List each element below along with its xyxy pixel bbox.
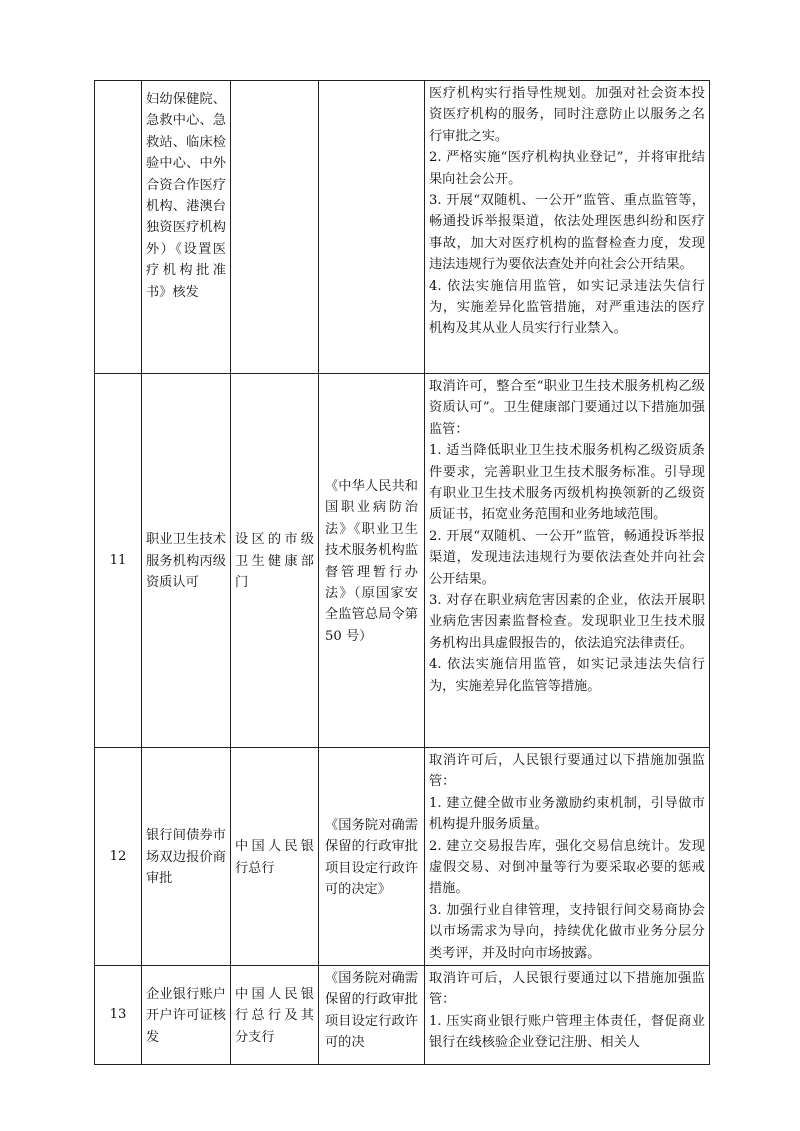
measure-paragraph: 4. 依法实施信用监管，如实记录违法失信行为，实施差异化监管等措施。 xyxy=(429,657,705,694)
item-name: 职业卫生技术服务机构丙级资质认可 xyxy=(142,374,231,748)
measure-paragraph: 1. 适当降低职业卫生技术服务机构乙级资质条件要求，完善职业卫生技术服务标准。引导现有职业卫生技术服务丙级机构换领新的乙级资质证书，拓宽业务范围和业务地域范围。 xyxy=(429,443,705,523)
measure-paragraph: 2. 建立交易报告库，强化交易信息统计。发现虚假交易、对倒冲量等行为要采取必要的惩戒措施。 xyxy=(429,838,705,897)
table-row xyxy=(95,966,710,1065)
implementing-authority: 中国人民银行总行及其分支行 xyxy=(231,966,319,1065)
measure-paragraph: 1. 压实商业银行账户管理主体责任，督促商业银行在线核验企业登记注册、相关人 xyxy=(429,1013,705,1051)
measure-paragraph: 医疗机构实行指导性规划。加强对社会资本投资医疗机构的服务，同时注意防止以服务之名行审批之实。 xyxy=(429,86,705,144)
item-name: 银行间债券市场双边报价商审批 xyxy=(142,748,231,966)
legal-basis: 《中华人民共和国职业病防治法》《职业卫生技术服务机构监督管理暂行办法》（原国家安全监管总局令第 50 号） xyxy=(319,374,425,748)
legal-basis: 《国务院对确需保留的行政审批项目设定行政许可的决定》 xyxy=(319,748,425,966)
legal-basis xyxy=(319,81,425,374)
row-index: 13 xyxy=(95,966,142,1065)
policy-table xyxy=(94,80,710,1065)
measure-paragraph: 2. 开展“双随机、一公开”监管，畅通投诉举报渠道，发现违法违规行为要依法查处并向社会公开结果。 xyxy=(429,528,705,587)
supervision-measures xyxy=(425,374,710,748)
measure-paragraph: 1. 建立健全做市业务激励约束机制，引导做市机构提升服务质量。 xyxy=(429,795,705,833)
supervision-measures xyxy=(425,748,710,966)
supervision-measures xyxy=(425,966,710,1065)
measure-paragraph: 3. 开展“双随机、一公开”监管、重点监管等，畅通投诉举报渠道，依法处理医患纠纷和医疗事故，加大对医疗机构的监督检查力度，发现违法违规行为要依法查处并向社会公开结果。 xyxy=(429,193,705,273)
supervision-measures xyxy=(425,81,710,374)
table-row xyxy=(95,81,710,374)
table-row xyxy=(95,374,710,748)
measure-paragraph: 取消许可后，人民银行要通过以下措施加强监管： xyxy=(429,971,705,1008)
row-index: 11 xyxy=(95,374,142,748)
item-name: 妇幼保健院、急救中心、急救站、临床检验中心、中外合资合作医疗机构、港澳台独资医疗机构外）《设置医疗机构批准书》核发 xyxy=(142,81,231,374)
table-row xyxy=(95,748,710,966)
measure-paragraph: 4. 依法实施信用监管，如实记录违法失信行为，实施差异化监管措施，对严重违法的医疗机构及其从业人员实行行业禁入。 xyxy=(429,278,705,337)
measure-paragraph: 取消许可，整合至“职业卫生技术服务机构乙级资质认可”。卫生健康部门要通过以下措施加强监管： xyxy=(429,379,705,437)
measure-paragraph: 取消许可后，人民银行要通过以下措施加强监管： xyxy=(429,753,705,790)
implementing-authority: 中国人民银行总行 xyxy=(231,748,319,966)
implementing-authority: 设区的市级卫生健康部门 xyxy=(231,374,319,748)
row-index: 12 xyxy=(95,748,142,966)
implementing-authority xyxy=(231,81,319,374)
measure-paragraph: 3. 加强行业自律管理，支持银行间交易商协会以市场需求为导向，持续优化做市业务分层分类考评，并及时向市场披露。 xyxy=(429,902,705,961)
measure-paragraph: 3. 对存在职业病危害因素的企业，依法开展职业病危害因素监督检查。发现职业卫生技术服务机构出具虚假报告的，依法追究法律责任。 xyxy=(429,593,705,651)
measure-paragraph: 2. 严格实施“医疗机构执业登记”，并将审批结果向社会公开。 xyxy=(429,150,705,187)
row-index xyxy=(95,81,142,374)
item-name: 企业银行账户开户许可证核发 xyxy=(142,966,231,1065)
legal-basis: 《国务院对确需保留的行政审批项目设定行政许可的决 xyxy=(319,966,425,1065)
